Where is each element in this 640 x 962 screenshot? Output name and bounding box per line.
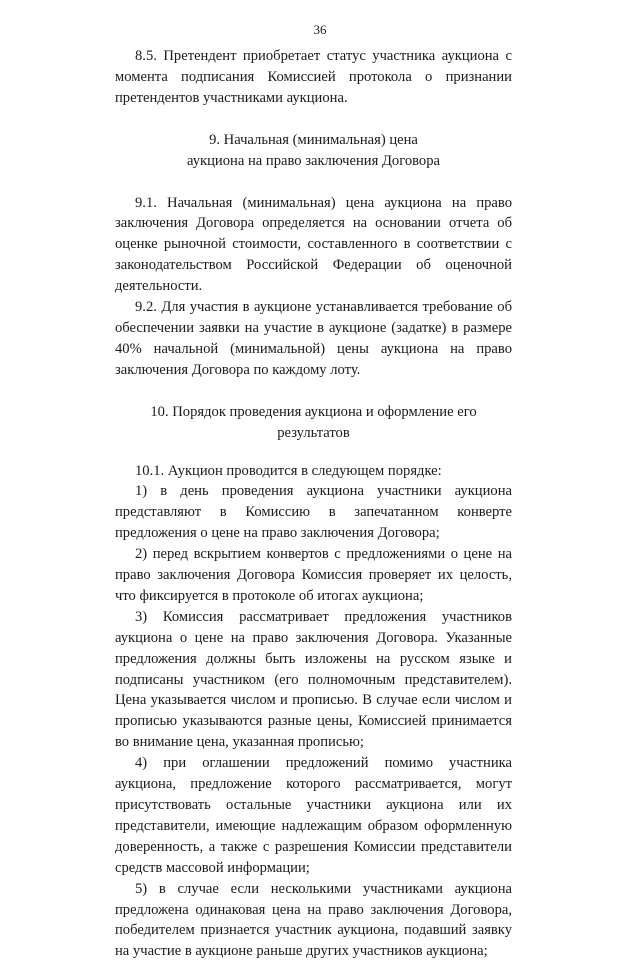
section-10-title: 10. Порядок проведения аукциона и оформление его результатов — [150, 403, 477, 441]
page-number: 36 — [313, 22, 327, 37]
list-item-2: 2) перед вскрытием конвертов с предложениями о цене на право заключения Договора Комиссия проверяет их целость, что фиксируется в протоколе об итогах аукциона; — [115, 546, 512, 604]
spacer — [115, 172, 512, 193]
spacer — [115, 381, 512, 402]
spacer — [115, 444, 512, 461]
document-body — [115, 46, 512, 962]
list-item-4: 4) при оглашении предложений помимо участника аукциона, предложение которого рассматривается, могут присутствовать остальные участники аукциона или их представители, имеющие надлежащим образом оформленную доверенность, а также с разрешения Комиссии представители средств массовой информации; — [115, 755, 512, 876]
spacer — [115, 109, 512, 130]
paragraph-10-1: 10.1. Аукцион проводится в следующем порядке: — [135, 462, 442, 479]
list-item-3: 3) Комиссия рассматривает предложения участников аукциона о цене на право заключения Договора. Указанные предложения должны быть изложены на русском языке и подписаны участником (его полномочным представителем). Цена указывается числом и прописью. В случае если числом и прописью указываются разные цены, Комиссией принимается во внимание цена, указанная прописью; — [115, 608, 512, 751]
paragraph-8-5: 8.5. Претендент приобретает статус участника аукциона с момента подписания Комиссией протокола о признании претендентов участниками аукциона. — [115, 48, 512, 106]
paragraph-9-2: 9.2. Для участия в аукционе устанавливается требование об обеспечении заявки на участие в аукционе (задатке) в размере 40% начальной (минимальной) цены аукциона на право заключения Договора по каждому лоту. — [115, 299, 512, 378]
list-item-1: 1) в день проведения аукциона участники аукциона представляют в Комиссию в запечатанном конверте предложения о цене на право заключения Договора; — [115, 483, 512, 542]
paragraph-9-1: 9.1. Начальная (минимальная) цена аукциона на право заключения Договора определяется на основании отчета об оценке рыночной стоимости, составленного в соответствии с законодательством Российской Федерации об оценочной деятельности. — [115, 194, 512, 295]
section-9-title-line-2: аукциона на право заключения Договора — [186, 152, 441, 169]
list-item-5: 5) в случае если несколькими участниками аукциона предложена одинаковая цена на право заключения Договора, победителем признается участник аукциона, подавший заявку на участие в аукционе раньше других участников аукциона; — [115, 880, 512, 960]
section-9-title-line-1: 9. Начальная (минимальная) цена — [209, 131, 418, 148]
